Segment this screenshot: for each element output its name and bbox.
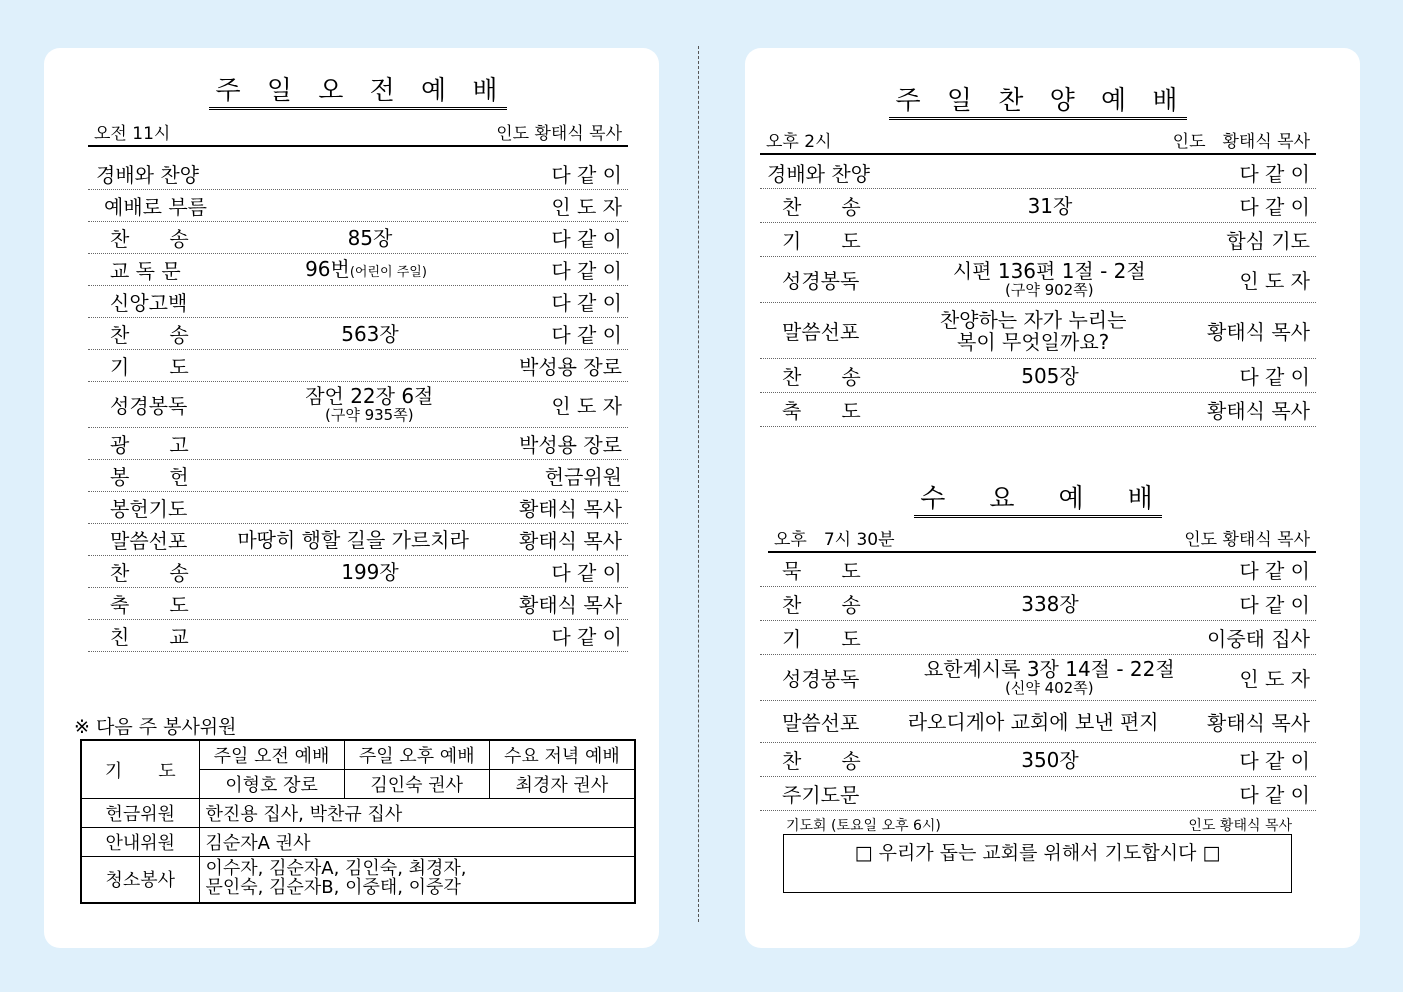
order-item-name: 예배로 부름 [104,195,207,219]
morning-order-row [88,460,628,492]
prayer-meeting-leader: 인도 황태식 목사 [1188,818,1292,834]
order-item-detail [859,711,1207,733]
order-item-detail-text: 찬양하는 자가 누리는 [939,307,1127,332]
wednesday-order-row [760,587,1316,621]
vol-prayer-label: 기 도 [81,740,199,799]
order-item-person: 인 도 자 [551,195,622,219]
order-item-name: 친 교 [110,625,189,649]
order-item-name: 성경봉독 [110,394,188,418]
vol-offering-label: 헌금위원 [81,799,199,828]
order-item-name: 경배와 찬양 [96,163,199,187]
order-item-detail-text: 563장 [341,321,399,346]
order-item-name: 찬 송 [110,561,189,585]
morning-order-row [88,222,628,254]
order-item-person: 다 같 이 [1239,365,1310,389]
vol-usher: 김순자A 권사 [199,828,635,857]
afternoon-order-row [760,393,1316,427]
order-item-name: 축 도 [110,593,189,617]
order-item-detail [181,258,552,280]
prayer-meeting-subheader [786,815,1292,835]
order-item-person: 이중태 집사 [1207,627,1310,651]
afternoon-order-row [760,156,1316,189]
order-item-person: 다 같 이 [1239,161,1310,186]
afternoon-time: 오후 2시 [766,132,832,152]
wednesday-order-row [760,777,1316,811]
order-item-name: 축 도 [782,399,861,423]
order-item-person: 황태식 목사 [1207,711,1310,735]
order-item-person: 다 같 이 [551,323,622,347]
afternoon-order-list [760,156,1316,427]
morning-leader: 인도 황태식 목사 [496,124,622,144]
order-item-person: 황태식 목사 [1207,399,1310,423]
order-item-detail-text: 마땅히 행할 길을 가르치라 [237,527,469,552]
order-item-detail-text: 요한계시록 3장 14절 - 22절 [923,657,1175,682]
order-item-detail [189,561,552,583]
vol-cleaning-line-2: 문인숙, 김순자B, 이중태, 이중각 [205,877,461,899]
order-item-detail [861,365,1240,387]
order-item-person: 다 같 이 [1239,593,1310,617]
order-item-name: 말씀선포 [782,320,860,344]
prayer-message: □ 우리가 돕는 교회를 위해서 기도합시다 □ [854,842,1221,864]
morning-order-row [88,556,628,588]
order-item-detail-text: 85장 [347,225,393,250]
morning-subheader [88,119,628,147]
order-item-name: 묵 도 [782,559,861,583]
order-item-detail-text: 505장 [1021,363,1079,388]
morning-order-row [88,158,628,190]
morning-order-row [88,428,628,460]
order-item-person: 박성용 장로 [519,433,622,457]
order-item-name: 찬 송 [782,195,861,219]
vol-header-2: 주일 오후 예배 [344,740,489,770]
afternoon-subheader [760,127,1316,155]
order-item-person: 황태식 목사 [519,497,622,521]
vol-cleaning-line-1: 이수자, 김순자A, 김인숙, 최경자, [205,858,467,880]
order-item-person: 인 도 자 [551,394,622,418]
afternoon-order-row [760,189,1316,223]
vol-prayer-3: 최경자 권사 [489,770,635,799]
prayer-meeting-label: 기도회 (토요일 오후 6시) [786,818,941,834]
morning-order-row [88,318,628,350]
volunteers-table [80,739,636,904]
wednesday-order-row [760,621,1316,655]
order-item-detail-reference: (구약 935쪽) [325,406,414,425]
order-item-name: 기 도 [782,627,861,651]
order-item-person: 인 도 자 [1239,269,1310,293]
wednesday-order-row [760,655,1316,701]
order-item-detail-line-2: 복이 무엇일까요? [957,329,1110,354]
wednesday-leader: 인도 황태식 목사 [1184,530,1310,550]
vol-cleaning [199,857,635,903]
order-item-name: 찬 송 [782,365,861,389]
order-item-detail [189,227,552,249]
order-item-detail [189,323,552,345]
afternoon-leader: 인도 황태식 목사 [1172,132,1310,152]
order-item-person: 인 도 자 [1239,667,1310,691]
order-item-detail-text: 잠언 22장 6절 [305,384,434,409]
vol-header-1: 주일 오전 예배 [199,740,344,770]
order-item-name: 찬 송 [782,593,861,617]
order-item-name: 말씀선포 [782,711,860,735]
prayer-message-box [783,834,1292,893]
order-item-name: 주기도문 [782,783,860,807]
morning-order-row [88,350,628,382]
order-item-person: 다 같 이 [1239,749,1310,773]
morning-order-list [88,158,628,652]
vol-prayer-1: 이형호 장로 [199,770,344,799]
morning-order-row [88,524,628,556]
order-item-detail [187,529,519,551]
order-item-detail-text: 96번 [305,257,350,282]
morning-order-row [88,382,628,428]
order-item-person: 헌금위원 [544,465,622,489]
vol-usher-label: 안내위원 [81,828,199,857]
morning-order-row [88,190,628,222]
volunteers-label: ※ 다음 주 봉사위원 [74,716,237,738]
afternoon-order-row [760,359,1316,393]
order-item-name: 찬 송 [782,749,861,773]
morning-order-row [88,588,628,620]
order-item-person: 다 같 이 [551,291,622,315]
order-item-detail-text: 199장 [341,559,399,584]
order-item-detail-note: (어린이 주일) [349,265,427,281]
morning-order-row [88,254,628,286]
order-item-detail [861,749,1240,771]
order-item-detail-text: 시편 136편 1절 - 2절 [952,259,1146,284]
order-item-person: 합심 기도 [1226,229,1310,253]
afternoon-order-row [760,257,1316,303]
order-item-person: 박성용 장로 [519,355,622,379]
order-item-person: 다 같 이 [551,259,622,283]
wednesday-time: 오후 7시 30분 [774,530,895,550]
order-item-person: 다 같 이 [1239,559,1310,583]
order-item-name: 찬 송 [110,323,189,347]
order-item-detail-text: 31장 [1027,193,1073,218]
order-item-name: 봉헌기도 [110,497,188,521]
order-item-name: 신앙고백 [110,291,188,315]
order-item-name: 경배와 찬양 [767,161,870,186]
order-item-name: 찬 송 [110,227,189,251]
order-item-name: 봉 헌 [110,465,189,489]
order-item-detail [859,309,1207,353]
order-item-person: 황태식 목사 [1207,320,1310,344]
afternoon-order-row [760,303,1316,359]
afternoon-order-row [760,223,1316,257]
morning-order-row [88,286,628,318]
morning-title: 주 일 오 전 예 배 [88,70,628,107]
order-item-detail-reference: (구약 902쪽) [1005,281,1094,300]
order-item-person: 황태식 목사 [519,529,622,553]
vol-prayer-2: 김인숙 권사 [344,770,489,799]
order-item-detail [859,658,1239,697]
order-item-detail-text: 350장 [1021,747,1079,772]
order-item-detail [861,593,1240,615]
order-item-person: 다 같 이 [1239,783,1310,807]
morning-time: 오전 11시 [94,124,171,144]
vol-cleaning-label: 청소봉사 [81,857,199,903]
order-item-person: 다 같 이 [551,227,622,251]
order-item-name: 성경봉독 [782,667,860,691]
order-item-name: 교 독 문 [110,259,181,283]
order-item-person: 다 같 이 [551,163,622,187]
order-item-name: 기 도 [782,229,861,253]
order-item-person: 황태식 목사 [519,593,622,617]
order-item-detail-text: 라오디게아 교회에 보낸 편지 [907,709,1159,734]
order-item-name: 성경봉독 [782,269,860,293]
order-item-name: 광 고 [110,433,189,457]
order-item-detail [859,260,1239,299]
order-item-name: 기 도 [110,355,189,379]
wednesday-order-row [760,701,1316,743]
order-item-detail [861,195,1240,217]
center-fold-line [698,46,699,922]
afternoon-title: 주 일 찬 양 예 배 [760,80,1316,117]
morning-order-row [88,492,628,524]
morning-order-row [88,620,628,652]
vol-offering: 한진용 집사, 박찬규 집사 [199,799,635,828]
wednesday-order-list [760,553,1316,811]
order-item-detail-text: 338장 [1021,591,1079,616]
order-item-person: 다 같 이 [551,625,622,649]
wednesday-subheader [768,525,1316,553]
order-item-detail [187,385,551,424]
wednesday-order-row [760,553,1316,587]
wednesday-order-row [760,743,1316,777]
order-item-name: 말씀선포 [110,529,188,553]
order-item-detail-reference: (신약 402쪽) [1005,679,1094,698]
order-item-person: 다 같 이 [1239,195,1310,219]
order-item-person: 다 같 이 [551,561,622,585]
wednesday-title: 수 요 예 배 [760,478,1316,515]
vol-header-3: 수요 저녁 예배 [489,740,635,770]
